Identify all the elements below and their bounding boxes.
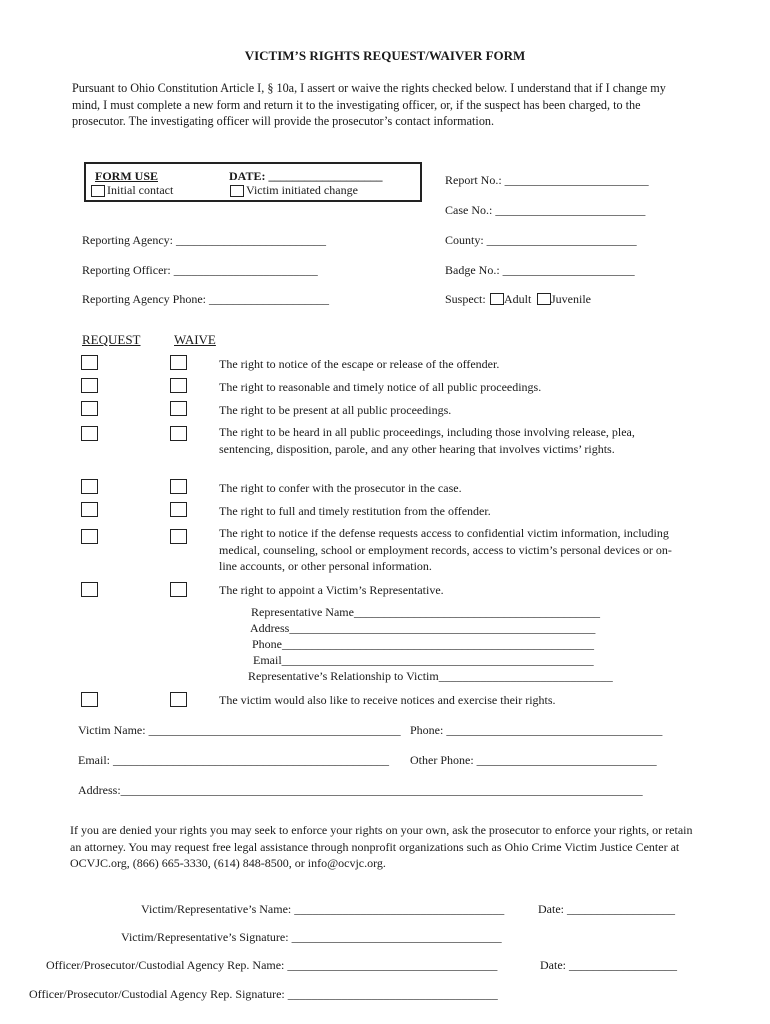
request-checkbox[interactable]	[81, 426, 98, 441]
county-field[interactable]: County: _________________________	[445, 233, 637, 247]
waive-column-header: WAIVE	[174, 332, 216, 347]
rep-date-field[interactable]: Date: __________________	[538, 902, 675, 916]
initial-contact-checkbox[interactable]	[91, 185, 105, 197]
waive-checkbox[interactable]	[170, 401, 187, 416]
badge-no-field[interactable]: Badge No.: ______________________	[445, 263, 635, 277]
agency-phone-field[interactable]: Reporting Agency Phone: ____________________	[82, 292, 329, 306]
representative-name-field[interactable]: Representative Name_________________________________________	[251, 605, 600, 619]
suspect-adult-checkbox[interactable]	[490, 293, 504, 305]
report-no-field[interactable]: Report No.: ________________________	[445, 173, 649, 187]
request-checkbox[interactable]	[81, 502, 98, 517]
form-date-field[interactable]: DATE: ___________________	[229, 169, 383, 183]
request-checkbox[interactable]	[81, 582, 98, 597]
right-text: The right to notice if the defense requests access to confidential victim information, including medical, counseling, school or employment records, access to victim’s personal devices or on-line accounts, or other personal information.	[219, 526, 672, 573]
request-checkbox[interactable]	[81, 378, 98, 393]
victim-initiated-checkbox[interactable]	[230, 185, 244, 197]
waive-checkbox[interactable]	[170, 582, 187, 597]
waive-checkbox[interactable]	[170, 692, 187, 707]
waive-checkbox[interactable]	[170, 378, 187, 393]
right-text: The right to reasonable and timely notice of all public proceedings.	[219, 380, 542, 394]
victim-initiated-label: Victim initiated change	[246, 183, 358, 197]
suspect-label: Suspect:	[445, 292, 486, 306]
representative-address-field[interactable]: Address___________________________________________________	[250, 621, 596, 635]
waive-checkbox[interactable]	[170, 355, 187, 370]
request-column-header: REQUEST	[82, 332, 141, 347]
waive-checkbox[interactable]	[170, 479, 187, 494]
suspect-juvenile-checkbox[interactable]	[537, 293, 551, 305]
waive-checkbox[interactable]	[170, 426, 187, 441]
case-no-field[interactable]: Case No.: _________________________	[445, 203, 646, 217]
victim-email-field[interactable]: Email: ______________________________________________	[78, 753, 389, 767]
representative-email-field[interactable]: Email____________________________________________________	[253, 653, 594, 667]
request-checkbox[interactable]	[81, 529, 98, 544]
right-text: The victim would also like to receive notices and exercise their rights.	[219, 693, 556, 707]
right-text: The right to be heard in all public proceedings, including those involving release, plea, sentencing, disposition, parole, and any other hearing that involves victims’ rights.	[219, 425, 635, 456]
reporting-agency-field[interactable]: Reporting Agency: _________________________	[82, 233, 326, 247]
rep-name-field[interactable]: Victim/Representative’s Name: ___________________________________	[141, 902, 505, 916]
reporting-officer-field[interactable]: Reporting Officer: ________________________	[82, 263, 318, 277]
right-text: The right to full and timely restitution from the offender.	[219, 504, 491, 518]
closing-paragraph: If you are denied your rights you may seek to enforce your rights on your own, ask the prosecutor to enforce your rights, or retain an attorney. You may request free legal assistance through nonprofit organizations such as Ohio Crime Victim Justice Center at OCVJC.org, (866) 665-3330, (614) 848-8500, or info@ocvjc.org.	[70, 823, 693, 870]
form-title: VICTIM’S RIGHTS REQUEST/WAIVER FORM	[244, 48, 526, 63]
request-checkbox[interactable]	[81, 355, 98, 370]
victim-address-field[interactable]: Address:_______________________________________________________________________________________	[78, 783, 643, 797]
waive-checkbox[interactable]	[170, 529, 187, 544]
right-text: The right to be present at all public proceedings.	[219, 403, 452, 417]
request-checkbox[interactable]	[81, 401, 98, 416]
waive-checkbox[interactable]	[170, 502, 187, 517]
initial-contact-label: Initial contact	[107, 183, 174, 197]
request-checkbox[interactable]	[81, 692, 98, 707]
victim-name-field[interactable]: Victim Name: __________________________________________	[78, 723, 401, 737]
officer-name-field[interactable]: Officer/Prosecutor/Custodial Agency Rep. Name: ___________________________________	[46, 958, 498, 972]
right-text: The right to notice of the escape or release of the offender.	[219, 357, 500, 371]
representative-relationship-field[interactable]: Representative’s Relationship to Victim_____________________________	[248, 669, 613, 683]
request-checkbox[interactable]	[81, 479, 98, 494]
suspect-juvenile-label: Juvenile	[551, 292, 591, 306]
form-use-heading: FORM USE	[95, 169, 158, 183]
representative-phone-field[interactable]: Phone____________________________________________________	[252, 637, 594, 651]
officer-signature-field[interactable]: Officer/Prosecutor/Custodial Agency Rep. Signature: ___________________________________	[29, 987, 498, 1001]
victim-phone-field[interactable]: Phone: ____________________________________	[410, 723, 663, 737]
right-text: The right to appoint a Victim’s Representative.	[219, 583, 444, 597]
intro-paragraph: Pursuant to Ohio Constitution Article I, § 10a, I assert or waive the rights checked below. I understand that if I change my mind, I must complete a new form and return it to the investigating officer, or, if the suspect has been charged, to the prosecutor. The investigating officer will provide the prosecutor’s contact information.	[72, 81, 666, 128]
suspect-adult-label: Adult	[504, 292, 532, 306]
rep-signature-field[interactable]: Victim/Representative’s Signature: ___________________________________	[121, 930, 502, 944]
victim-other-phone-field[interactable]: Other Phone: ______________________________	[410, 753, 657, 767]
officer-date-field[interactable]: Date: __________________	[540, 958, 677, 972]
right-text: The right to confer with the prosecutor in the case.	[219, 481, 462, 495]
